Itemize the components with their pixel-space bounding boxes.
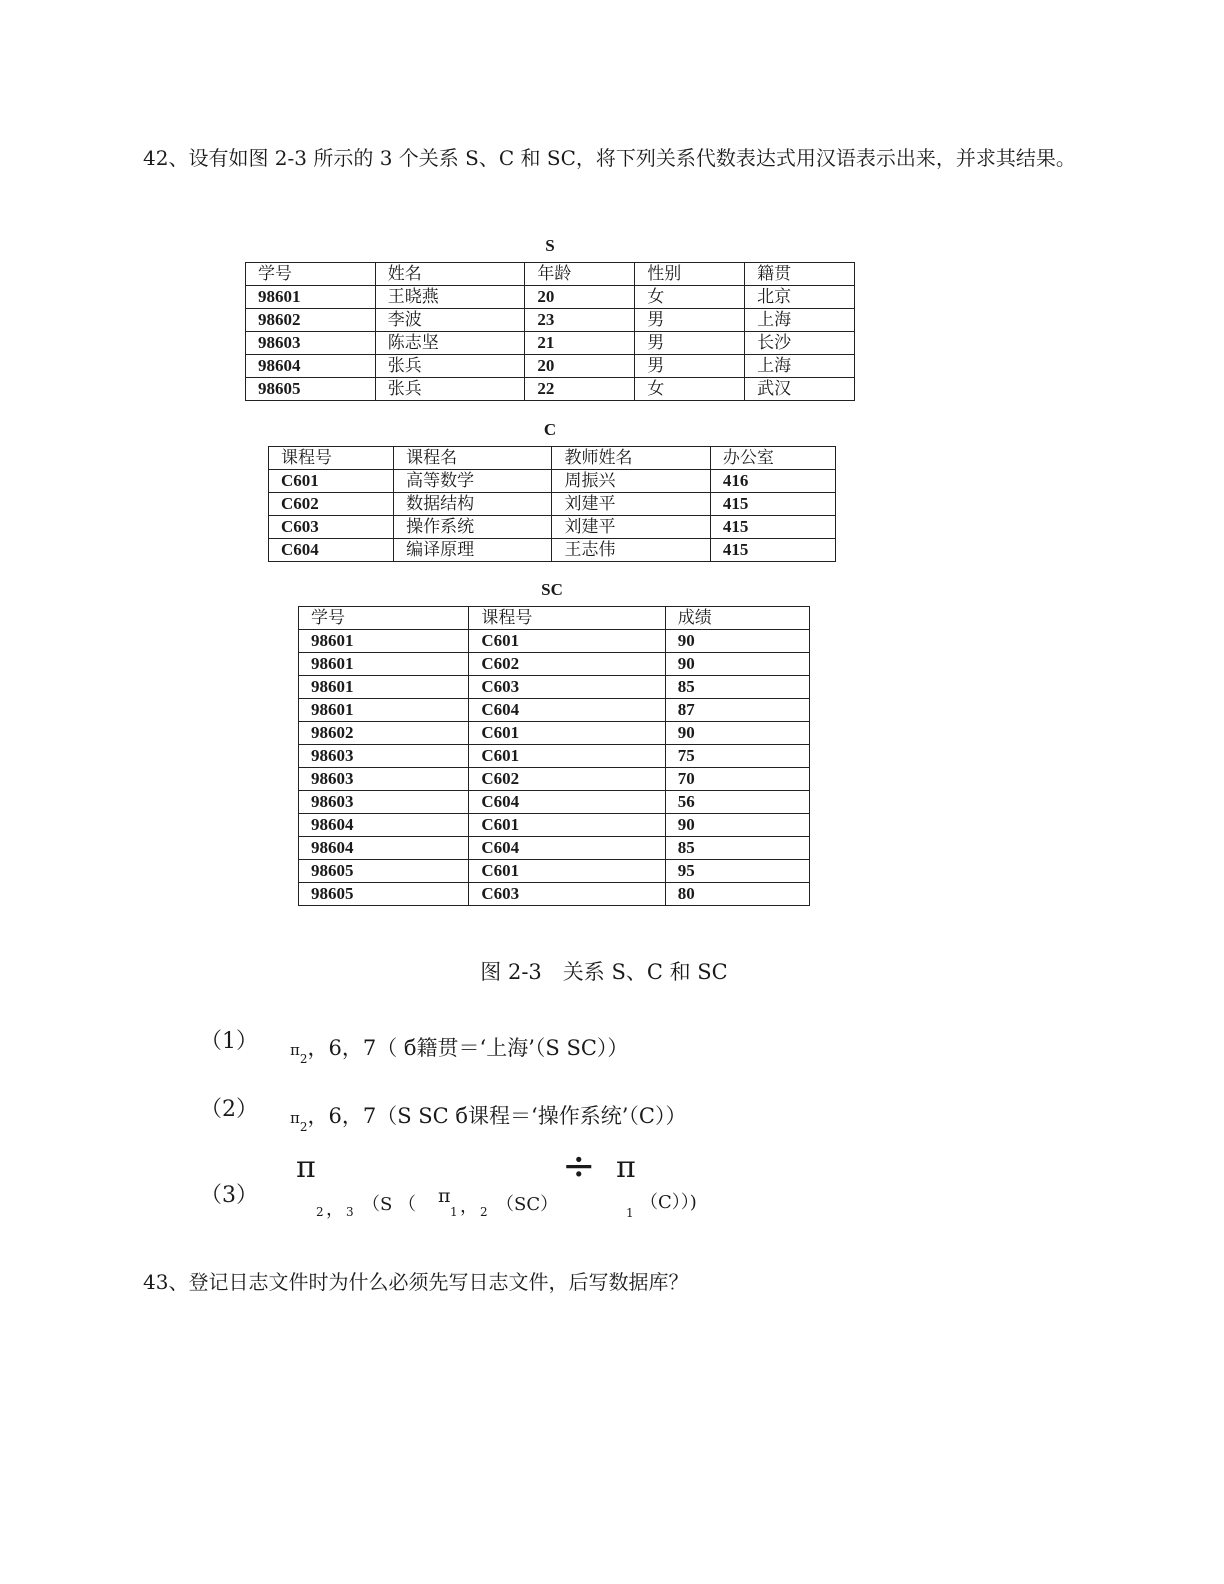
table-cell: 85 (665, 676, 809, 699)
table-cell: 56 (665, 791, 809, 814)
table-cell: 周振兴 (552, 470, 710, 493)
subscript: 2 (316, 1205, 324, 1219)
table-cell: 415 (710, 516, 835, 539)
expression-text: （C））) (640, 1192, 697, 1213)
table-cell: C601 (469, 722, 665, 745)
pi-symbol: π (296, 1150, 316, 1185)
table-cell: 98601 (299, 630, 469, 653)
table-cell: C603 (469, 676, 665, 699)
table-row (269, 470, 836, 493)
table-row (299, 722, 810, 745)
table-s (245, 262, 855, 401)
expression-text: ， (326, 1199, 344, 1220)
expression-1-label: （1） (200, 1029, 258, 1054)
table-cell: 98603 (299, 745, 469, 768)
column-header: 课程名 (394, 447, 552, 470)
table-cell: 90 (665, 653, 809, 676)
table-cell: C601 (469, 814, 665, 837)
column-header: 成绩 (665, 607, 809, 630)
table-cell: 90 (665, 722, 809, 745)
table-c-caption: C (543, 420, 557, 439)
table-cell: 415 (710, 493, 835, 516)
table-cell: 98602 (299, 722, 469, 745)
table-row (299, 814, 810, 837)
table-row (299, 768, 810, 791)
table-cell: 操作系统 (394, 516, 552, 539)
table-cell: 98603 (299, 768, 469, 791)
expression-text: ，6，7（ б籍贯＝‘上海’（S SC）） (307, 1036, 629, 1060)
table-header-row (246, 263, 855, 286)
table-cell: 98601 (246, 286, 376, 309)
table-cell: 98603 (246, 332, 376, 355)
table-row (299, 676, 810, 699)
expression-text: ， (460, 1196, 478, 1217)
table-cell: 陈志坚 (375, 332, 525, 355)
table-cell: 上海 (745, 355, 855, 378)
subscript: 3 (346, 1205, 354, 1219)
table-row (299, 630, 810, 653)
table-cell: 90 (665, 630, 809, 653)
table-cell: C604 (469, 837, 665, 860)
table-row (246, 286, 855, 309)
table-cell: 男 (635, 332, 745, 355)
expression-1 (290, 1032, 629, 1066)
expression-text: （S （ (362, 1194, 417, 1215)
expression-2-label: （2） (200, 1097, 258, 1122)
question-42: 42、设有如图 2-3 所示的 3 个关系 S、C 和 SC，将下列关系代数表达式用汉语表示出来，并求其结果。 (143, 146, 1076, 170)
table-cell: 90 (665, 814, 809, 837)
expression-2 (290, 1100, 687, 1134)
table-sc-caption: SC (541, 580, 563, 599)
table-header-row (269, 447, 836, 470)
table-cell: 85 (665, 837, 809, 860)
pi-symbol: π (290, 1041, 300, 1059)
table-cell: 80 (665, 883, 809, 906)
expression-text: ，6，7（S SC б课程＝‘操作系统’（C）） (307, 1104, 687, 1128)
table-cell: 95 (665, 860, 809, 883)
table-row (246, 355, 855, 378)
column-header: 教师姓名 (552, 447, 710, 470)
column-header: 课程号 (469, 607, 665, 630)
table-cell: 23 (525, 309, 635, 332)
column-header: 学号 (299, 607, 469, 630)
table-cell: C602 (469, 768, 665, 791)
table-cell: C602 (269, 493, 394, 516)
table-cell: 男 (635, 309, 745, 332)
table-cell: C603 (269, 516, 394, 539)
subscript: 2 (299, 1120, 308, 1134)
table-cell: 武汉 (745, 378, 855, 401)
subscript: 1 (450, 1205, 458, 1219)
table-row (299, 837, 810, 860)
subscript: 2 (480, 1205, 488, 1219)
table-cell: 98605 (299, 883, 469, 906)
table-cell: 98603 (299, 791, 469, 814)
table-cell: C604 (469, 699, 665, 722)
table-cell: 98601 (299, 653, 469, 676)
column-header: 年龄 (525, 263, 635, 286)
table-header-row (299, 607, 810, 630)
table-cell: 75 (665, 745, 809, 768)
table-cell: 女 (635, 378, 745, 401)
table-cell: 刘建平 (552, 516, 710, 539)
table-cell: 98604 (299, 837, 469, 860)
table-cell: C604 (269, 539, 394, 562)
table-cell: C601 (469, 860, 665, 883)
figure-caption: 图 2-3 关系 S、C 和 SC (480, 960, 728, 984)
table-cell: C604 (469, 791, 665, 814)
table-cell: 长沙 (745, 332, 855, 355)
table-row (246, 309, 855, 332)
column-header: 籍贯 (745, 263, 855, 286)
table-cell: 编译原理 (394, 539, 552, 562)
divide-symbol: ÷ (562, 1143, 596, 1189)
table-cell: 李波 (375, 309, 525, 332)
subscript: 1 (626, 1206, 634, 1220)
table-cell: 北京 (745, 286, 855, 309)
column-header: 性别 (635, 263, 745, 286)
table-cell: 张兵 (375, 355, 525, 378)
table-cell: 22 (525, 378, 635, 401)
table-cell: 98604 (246, 355, 376, 378)
table-sc (298, 606, 810, 906)
pi-symbol: π (290, 1109, 300, 1127)
table-cell: 高等数学 (394, 470, 552, 493)
table-row (299, 653, 810, 676)
table-cell: 21 (525, 332, 635, 355)
subscript: 2 (299, 1052, 308, 1066)
table-row (299, 745, 810, 768)
table-row (299, 883, 810, 906)
table-cell: 87 (665, 699, 809, 722)
table-cell: 70 (665, 768, 809, 791)
table-row (269, 493, 836, 516)
table-cell: 数据结构 (394, 493, 552, 516)
table-cell: 98604 (299, 814, 469, 837)
table-s-caption: S (545, 236, 555, 255)
table-cell: 20 (525, 286, 635, 309)
pi-symbol: π (616, 1150, 636, 1185)
table-cell: 男 (635, 355, 745, 378)
pi-symbol: π (438, 1185, 451, 1207)
question-43: 43、登记日志文件时为什么必须先写日志文件，后写数据库？ (143, 1270, 689, 1294)
table-cell: 王晓燕 (375, 286, 525, 309)
table-row (269, 539, 836, 562)
expression-3-label: （3） (200, 1183, 258, 1208)
table-cell: C601 (269, 470, 394, 493)
table-cell: 98605 (299, 860, 469, 883)
column-header: 课程号 (269, 447, 394, 470)
column-header: 办公室 (710, 447, 835, 470)
table-cell: 98601 (299, 699, 469, 722)
table-cell: 女 (635, 286, 745, 309)
table-row (246, 378, 855, 401)
expression-text: （SC） (496, 1194, 559, 1215)
table-cell: 20 (525, 355, 635, 378)
table-cell: 刘建平 (552, 493, 710, 516)
table-cell: 98601 (299, 676, 469, 699)
table-cell: 98605 (246, 378, 376, 401)
table-row (299, 699, 810, 722)
table-cell: 王志伟 (552, 539, 710, 562)
table-row (269, 516, 836, 539)
table-cell: C601 (469, 630, 665, 653)
column-header: 姓名 (375, 263, 525, 286)
table-row (299, 791, 810, 814)
table-cell: 张兵 (375, 378, 525, 401)
table-cell: 416 (710, 470, 835, 493)
table-cell: C602 (469, 653, 665, 676)
table-row (299, 860, 810, 883)
table-cell: 415 (710, 539, 835, 562)
table-cell: 上海 (745, 309, 855, 332)
table-cell: C603 (469, 883, 665, 906)
table-cell: 98602 (246, 309, 376, 332)
table-cell: C601 (469, 745, 665, 768)
column-header: 学号 (246, 263, 376, 286)
table-row (246, 332, 855, 355)
table-c (268, 446, 836, 562)
